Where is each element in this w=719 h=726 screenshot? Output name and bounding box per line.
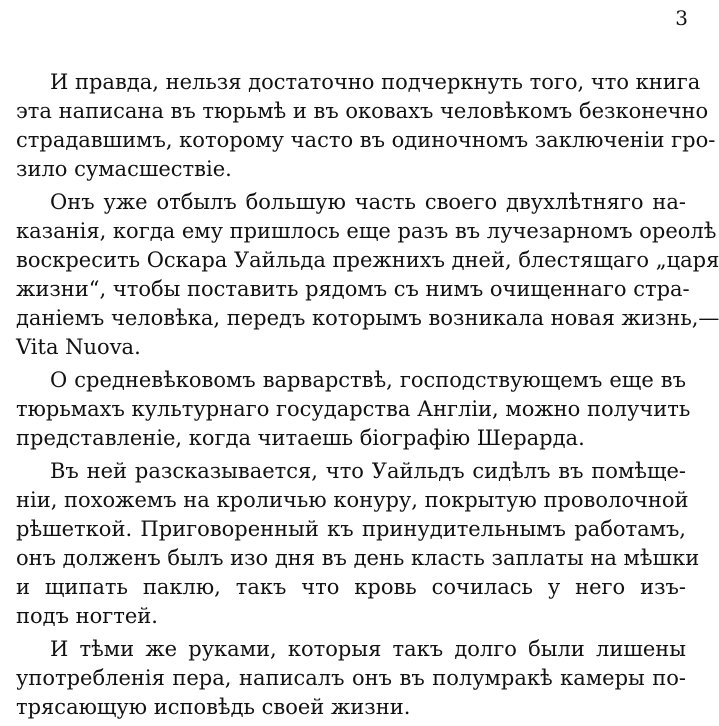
text-line: рѣшеткой. Приговоренный къ принудительнымъ работамъ, (16, 517, 686, 541)
text-line: употребленiя пера, написалъ онъ въ полумракѣ камеры по- (16, 666, 686, 690)
text-line: трясающую исповѣдь своей жизни. (16, 695, 411, 719)
text-line: И тѣми же руками, которыя такъ долго были лишены (50, 637, 686, 661)
text-line: данiемъ человѣка, передъ которымъ возникала новая жизнь,— (16, 306, 719, 330)
text-line: тюрьмахъ культурнаго государства Англiи, можно получить (16, 397, 691, 421)
text-line: воскресить Оскара Уайльда прежнихъ дней, блестящаго „царя (16, 248, 719, 272)
page-number: 3 (675, 6, 688, 30)
paragraph-2 (16, 188, 719, 362)
body-text (16, 68, 719, 726)
text-line: онъ долженъ былъ изо дня въ день класть заплаты на мѣшки (16, 546, 700, 570)
text-line: эта написана въ тюрьмѣ и въ оковахъ человѣкомъ безконечно (16, 99, 709, 123)
text-line: О средневѣковомъ варварствѣ, господствующемъ еще въ (50, 368, 686, 392)
paragraph-5 (16, 635, 686, 722)
paragraph-4 (16, 457, 700, 631)
text-line: Vita Nuova. (16, 335, 141, 359)
text-line: И правда, нельзя достаточно подчеркнуть того, что книга (50, 70, 701, 94)
text-line: и щипать паклю, такъ что кровь сочилась у него изъ- (16, 575, 686, 599)
paragraph-3 (16, 366, 691, 453)
text-line: Въ ней разсказывается, что Уайльдъ сидѣлъ въ помѣще- (50, 459, 686, 483)
text-line: казанiя, когда ему пришлось еще разъ въ лучезарномъ ореолѣ (16, 219, 717, 243)
text-line: Онъ уже отбылъ большую часть своего двухлѣтняго на- (50, 190, 686, 214)
text-line: представленiе, когда читаешь бiографiю Шерарда. (16, 426, 585, 450)
text-line: нiи, похожемъ на кроличью конуру, покрытую проволочной (16, 488, 689, 512)
paragraph-1 (16, 68, 716, 184)
text-line: страдавшимъ, которому часто въ одиночномъ заключенiи гро- (16, 128, 716, 152)
text-line: зило сумасшествiе. (16, 157, 232, 181)
text-line: подъ ногтей. (16, 604, 158, 628)
text-line: жизни“, чтобы поставить рядомъ съ нимъ очищеннаго стра- (16, 277, 690, 301)
